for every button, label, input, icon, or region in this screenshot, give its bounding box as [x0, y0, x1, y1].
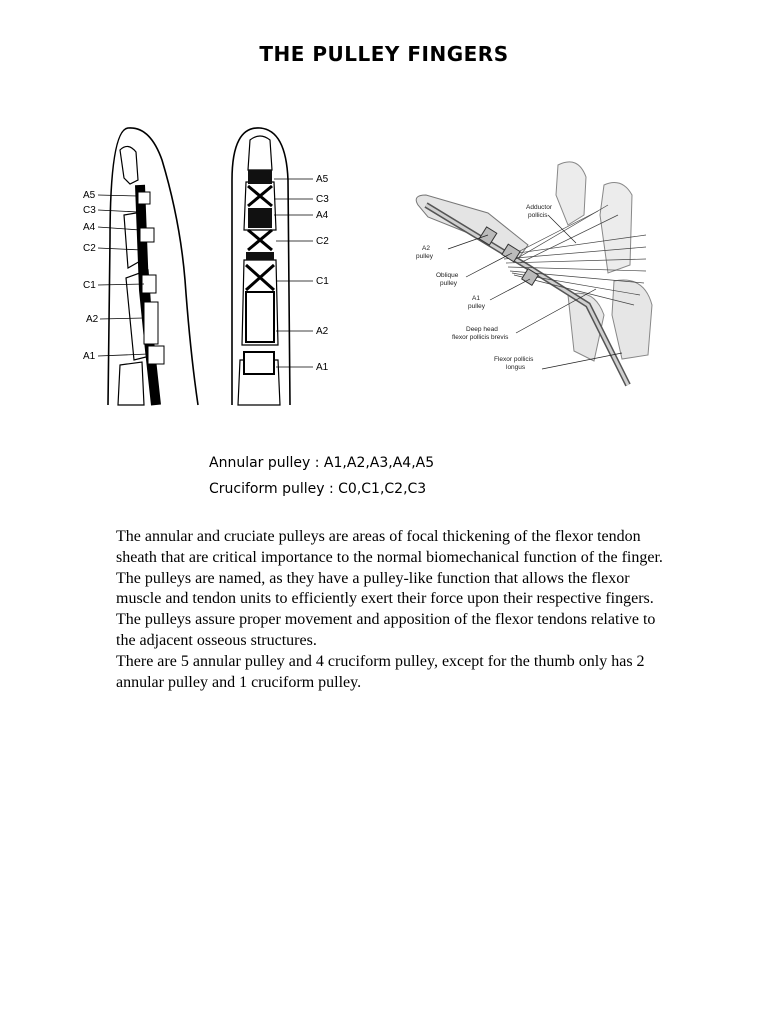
body-text	[116, 527, 676, 693]
cruciform-pulley	[248, 230, 272, 250]
label-a2-pulley-2: pulley	[416, 253, 433, 260]
label-deep-head: Deep head	[466, 326, 498, 333]
finger-1-labels	[83, 190, 99, 362]
hand-bone	[556, 162, 586, 225]
label-c2: C2	[83, 243, 96, 254]
label-c1: C1	[83, 280, 96, 291]
finger-2-bone	[248, 136, 272, 170]
pulley-band	[144, 302, 158, 344]
pulley-band	[248, 170, 272, 184]
paragraph: The annular and cruciate pulleys are areas of focal thickening of the flexor tendon sheath that are critical importance to the normal biomechanical function of the finger. The pulleys are named, as they have a pulley-like function that allows the flexor muscle and tendon units to efficiently exert their force upon their respective fingers. The pulleys assure proper movement and apposition of the flexor tendons relative to the adjacent osseous structures.	[116, 528, 663, 649]
label-oblique: Oblique	[436, 272, 459, 279]
label-oblique-2: pulley	[440, 280, 457, 287]
label-a4: A4	[316, 210, 329, 221]
label-flexor-longus-2: longus	[506, 364, 526, 371]
pulley-band	[248, 208, 272, 228]
pulley-band	[246, 292, 274, 342]
finger-pulley-diagram	[80, 120, 350, 410]
pulley-summary	[209, 450, 434, 502]
thumb-anatomy-illustration	[408, 155, 658, 395]
cruciform-pulley	[246, 265, 274, 290]
cruciform-pulley	[248, 186, 272, 206]
pulley-band	[244, 352, 274, 374]
label-a4: A4	[83, 222, 96, 233]
cruciform-pulley-line: Cruciform pulley : C0,C1,C2,C3	[209, 481, 427, 497]
finger-2-label-arrows	[274, 179, 313, 367]
pulley-band	[140, 228, 154, 242]
label-a1-pulley-2: pulley	[468, 303, 485, 310]
finger-1-bone	[118, 362, 144, 405]
label-c1: C1	[316, 276, 329, 287]
hand-bone	[612, 280, 652, 359]
label-a1: A1	[316, 362, 329, 373]
label-c3: C3	[83, 205, 96, 216]
pulley-band	[138, 192, 150, 204]
label-c2: C2	[316, 236, 329, 247]
label-a5: A5	[316, 174, 329, 185]
label-a1: A1	[83, 351, 96, 362]
label-a2: A2	[316, 326, 329, 337]
label-a1-pulley: A1	[472, 295, 480, 302]
annular-pulley-line: Annular pulley : A1,A2,A3,A4,A5	[209, 455, 435, 471]
label-adductor: Adductor	[526, 204, 553, 211]
paragraph: There are 5 annular pulley and 4 cruciform pulley, except for the thumb only has 2 annular pulley and 1 cruciform pulley.	[116, 652, 645, 691]
label-a2: A2	[86, 314, 99, 325]
page-title: THE PULLEY FINGERS	[259, 42, 509, 66]
label-adductor-2: pollicis	[528, 212, 548, 219]
pulley-band	[246, 252, 274, 260]
pulley-band	[142, 275, 156, 293]
label-a2-pulley: A2	[422, 245, 430, 252]
label-flexor-longus: Flexor pollicis	[494, 356, 534, 363]
finger-2-labels	[316, 174, 329, 373]
label-c3: C3	[316, 194, 329, 205]
label-deep-head-2: flexor pollicis brevis	[452, 334, 509, 341]
pulley-band	[148, 346, 164, 364]
label-a5: A5	[83, 190, 96, 201]
finger-1-bone	[120, 146, 138, 184]
